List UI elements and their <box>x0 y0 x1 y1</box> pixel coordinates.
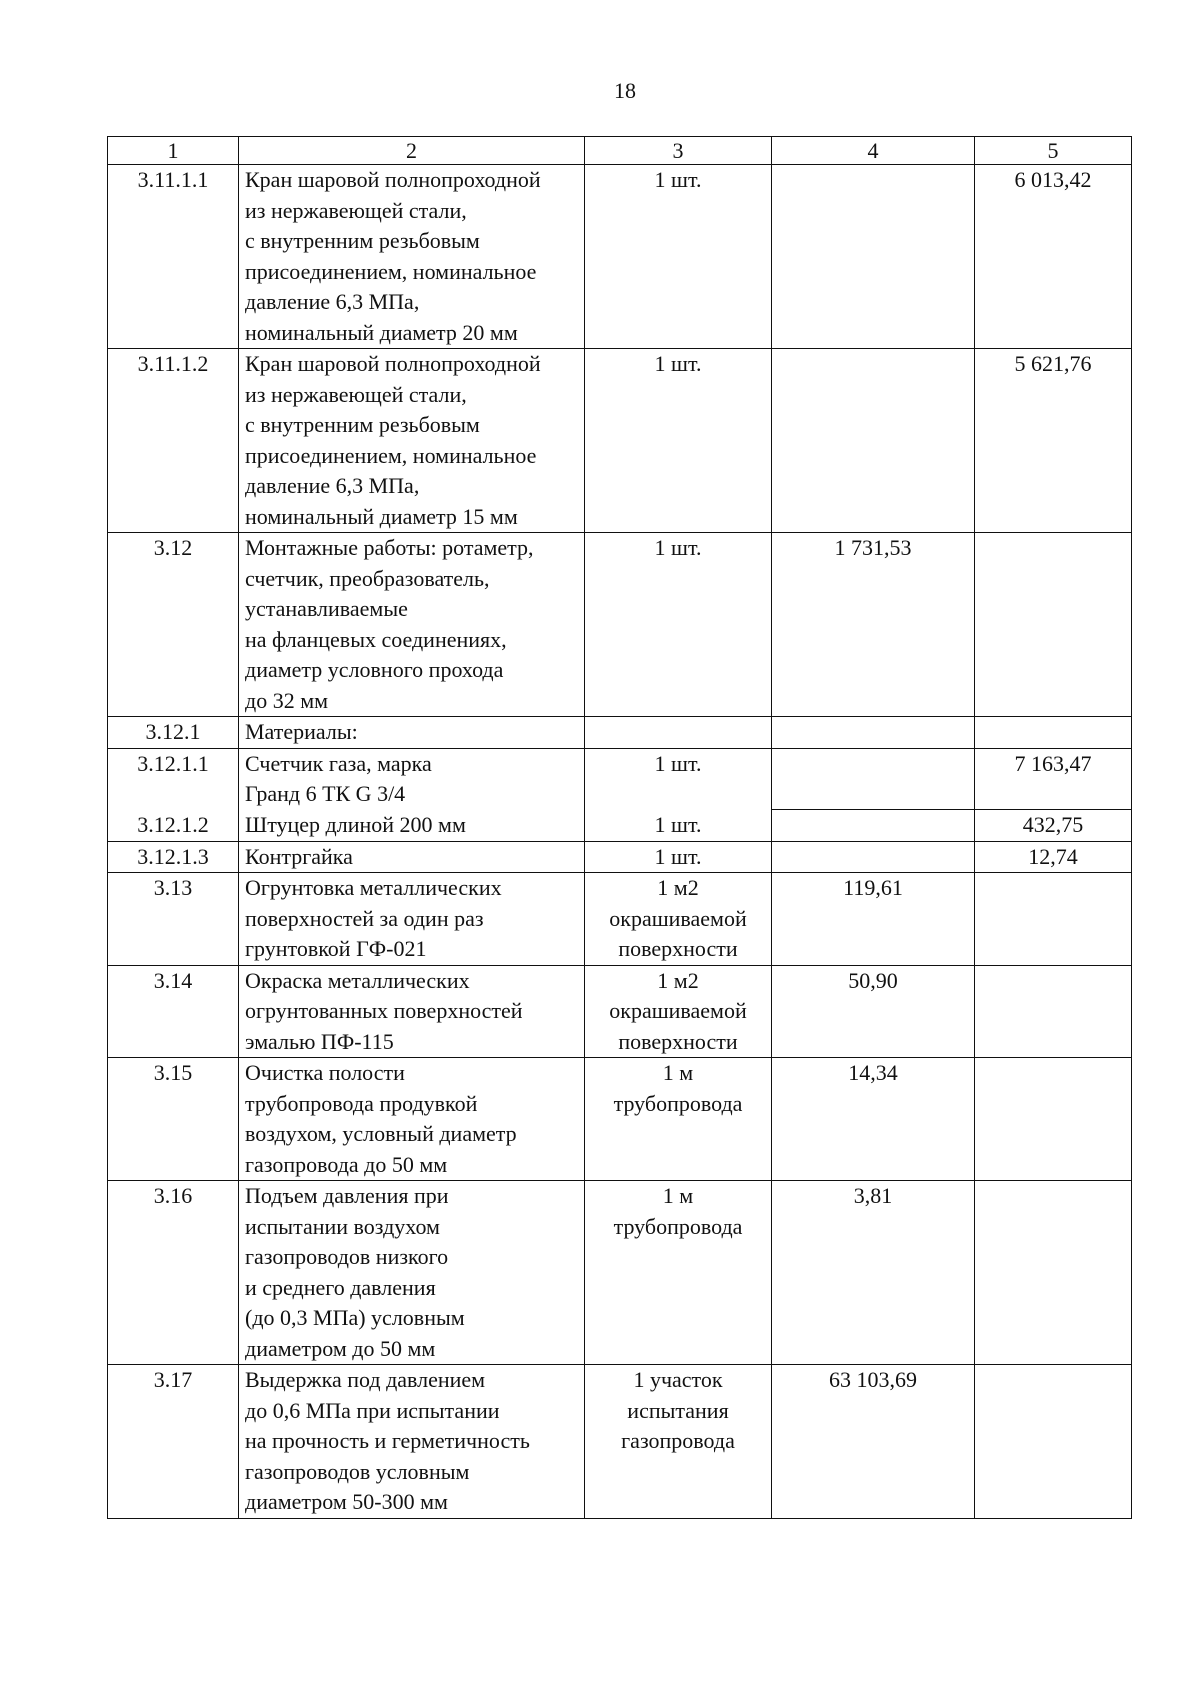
table-row <box>108 1181 1132 1365</box>
description-line: из нержавеющей стали, <box>245 381 467 407</box>
header-col-2: 2 <box>239 137 585 165</box>
item-number: 3.14 <box>108 965 239 1058</box>
item-number: 3.12.1.3 <box>108 841 239 873</box>
unit-line: 1 м <box>662 1060 694 1085</box>
item-number: 3.12.1.1 <box>108 748 239 810</box>
item-col4 <box>772 748 975 810</box>
table-row <box>108 748 1132 810</box>
description-line: присоединением, номинальное <box>245 442 537 468</box>
item-number: 3.12 <box>108 533 239 717</box>
description-line: поверхностей за один раз <box>245 905 484 931</box>
item-number: 3.12.1.2 <box>108 810 239 842</box>
description-line: до 0,6 МПа при испытании <box>245 1397 500 1423</box>
item-unit <box>585 165 772 349</box>
item-number: 3.17 <box>108 1365 239 1519</box>
item-unit <box>585 748 772 810</box>
unit-line: окрашиваемой <box>609 998 747 1023</box>
description-line: Выдержка под давлением <box>245 1367 486 1392</box>
item-description <box>239 873 585 966</box>
item-number: 3.15 <box>108 1058 239 1181</box>
item-col4 <box>772 349 975 533</box>
item-col4: 1 731,53 <box>772 533 975 717</box>
item-col5 <box>975 717 1132 749</box>
description-line: Монтажные работы: ротаметр, <box>245 535 534 560</box>
item-description <box>239 717 585 749</box>
description-line: устанавливаемые <box>245 596 408 621</box>
table-row <box>108 1365 1132 1519</box>
description-line: присоединением, номинальное <box>245 258 537 284</box>
table-row <box>108 717 1132 749</box>
item-col4 <box>772 165 975 349</box>
description-line: (до 0,3 МПа) условным <box>245 1305 465 1330</box>
item-description <box>239 748 585 810</box>
unit-line: 1 шт. <box>654 167 702 192</box>
table-row <box>108 165 1132 349</box>
unit-line: испытания <box>627 1397 729 1423</box>
item-number: 3.16 <box>108 1181 239 1365</box>
description-line: с внутренним резьбовым <box>245 228 480 253</box>
table-row <box>108 810 1132 842</box>
item-col5: 7 163,47 <box>975 748 1132 810</box>
header-col-3: 3 <box>585 137 772 165</box>
item-unit <box>585 965 772 1058</box>
item-col5 <box>975 965 1132 1058</box>
table-row <box>108 533 1132 717</box>
description-line: Окраска металлических <box>245 967 470 993</box>
header-col-5: 5 <box>975 137 1132 165</box>
table-row <box>108 965 1132 1058</box>
unit-line: поверхности <box>618 1028 738 1054</box>
description-line: Кран шаровой полнопроходной <box>245 351 541 376</box>
item-number: 3.12.1 <box>108 717 239 749</box>
item-col4 <box>772 717 975 749</box>
item-col5 <box>975 1058 1132 1181</box>
description-line: диаметр условного прохода <box>245 657 504 682</box>
unit-line: поверхности <box>618 936 738 961</box>
unit-line: 1 шт. <box>654 535 702 560</box>
unit-line: 1 м2 <box>657 967 699 993</box>
table-row <box>108 841 1132 873</box>
unit-line: окрашиваемой <box>609 905 747 931</box>
unit-line: 1 м <box>662 1183 694 1208</box>
item-number: 3.11.1.1 <box>108 165 239 349</box>
item-number: 3.11.1.2 <box>108 349 239 533</box>
unit-line: 1 шт. <box>654 351 702 376</box>
unit-line: 1 м2 <box>657 875 699 900</box>
item-unit <box>585 873 772 966</box>
item-description <box>239 533 585 717</box>
description-line: Контргайка <box>245 843 353 869</box>
unit-line: 1 шт. <box>654 750 702 776</box>
description-line: газопроводов условным <box>245 1458 470 1484</box>
description-line: эмалью ПФ-115 <box>245 1028 394 1054</box>
unit-line: газопровода <box>621 1428 735 1453</box>
item-unit <box>585 1365 772 1519</box>
description-line: номинальный диаметр 15 мм <box>245 503 518 529</box>
item-unit <box>585 533 772 717</box>
item-col5 <box>975 873 1132 966</box>
header-row <box>108 137 1132 165</box>
description-line: диаметром 50-300 мм <box>245 1489 448 1514</box>
description-line: и среднего давления <box>245 1274 436 1300</box>
item-description <box>239 165 585 349</box>
item-unit <box>585 841 772 873</box>
item-unit <box>585 810 772 842</box>
table-row <box>108 1058 1132 1181</box>
item-col4: 63 103,69 <box>772 1365 975 1519</box>
description-line: из нержавеющей стали, <box>245 197 467 223</box>
item-unit <box>585 1058 772 1181</box>
description-line: Огрунтовка металлических <box>245 875 502 900</box>
unit-line: трубопровода <box>613 1213 743 1239</box>
item-col4: 3,81 <box>772 1181 975 1365</box>
item-col5: 6 013,42 <box>975 165 1132 349</box>
item-col5: 432,75 <box>975 810 1132 842</box>
item-number: 3.13 <box>108 873 239 966</box>
item-col4: 14,34 <box>772 1058 975 1181</box>
item-col5: 5 621,76 <box>975 349 1132 533</box>
item-description <box>239 841 585 873</box>
description-line: испытании воздухом <box>245 1213 440 1239</box>
description-line: Счетчик газа, марка <box>245 750 432 776</box>
unit-line: 1 участок <box>633 1367 723 1392</box>
description-line: до 32 мм <box>245 687 329 713</box>
description-line: Материалы: <box>245 719 358 744</box>
description-line: на фланцевых соединениях, <box>245 626 507 652</box>
description-line: номинальный диаметр 20 мм <box>245 319 518 345</box>
item-col4: 50,90 <box>772 965 975 1058</box>
item-col5 <box>975 1365 1132 1519</box>
estimate-table <box>107 136 1132 1519</box>
item-col4: 119,61 <box>772 873 975 966</box>
item-description <box>239 810 585 842</box>
item-description <box>239 1365 585 1519</box>
page-number: 18 <box>614 78 636 103</box>
table-row <box>108 349 1132 533</box>
item-description <box>239 349 585 533</box>
item-unit <box>585 349 772 533</box>
description-line: счетчик, преобразователь, <box>245 565 490 591</box>
description-line: грунтовкой ГФ-021 <box>245 936 427 961</box>
unit-line: 1 шт. <box>654 811 702 837</box>
description-line: Очистка полости <box>245 1060 405 1085</box>
description-line: Гранд 6 ТК G 3/4 <box>245 781 406 806</box>
item-description <box>239 1058 585 1181</box>
description-line: с внутренним резьбовым <box>245 412 480 437</box>
description-line: давление 6,3 МПа, <box>245 289 420 314</box>
header-col-4: 4 <box>772 137 975 165</box>
item-col5: 12,74 <box>975 841 1132 873</box>
description-line: давление 6,3 МПа, <box>245 473 420 498</box>
description-line: диаметром до 50 мм <box>245 1335 436 1361</box>
item-unit <box>585 717 772 749</box>
description-line: на прочность и герметичность <box>245 1428 530 1453</box>
item-unit <box>585 1181 772 1365</box>
description-line: Штуцер длиной 200 мм <box>245 811 466 837</box>
item-description <box>239 965 585 1058</box>
description-line: газопровода до 50 мм <box>245 1151 448 1177</box>
description-line: огрунтованных поверхностей <box>245 998 523 1023</box>
item-col5 <box>975 533 1132 717</box>
unit-line: 1 шт. <box>654 843 702 869</box>
description-line: Подъем давления при <box>245 1183 449 1208</box>
table-row <box>108 873 1132 966</box>
description-line: газопроводов низкого <box>245 1244 449 1269</box>
item-col4 <box>772 841 975 873</box>
description-line: Кран шаровой полнопроходной <box>245 167 541 192</box>
item-col5 <box>975 1181 1132 1365</box>
header-col-1: 1 <box>108 137 239 165</box>
item-col4 <box>772 810 975 842</box>
description-line: трубопровода продувкой <box>245 1090 478 1116</box>
item-description <box>239 1181 585 1365</box>
unit-line: трубопровода <box>613 1090 743 1116</box>
description-line: воздухом, условный диаметр <box>245 1121 517 1146</box>
